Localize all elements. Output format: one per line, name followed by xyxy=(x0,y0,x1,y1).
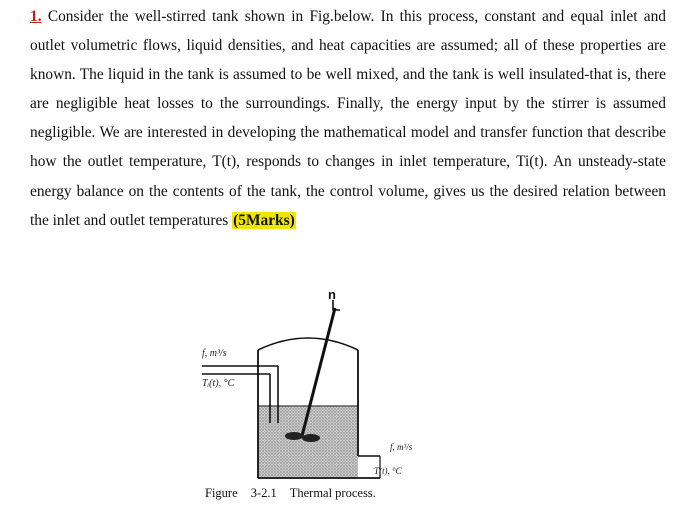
outlet-flow-label: f, m³/s xyxy=(390,442,413,452)
thermal-process-figure xyxy=(190,288,430,514)
question-body: Consider the well-stirred tank shown in Fig.below. In this process, constant and equal inlet and outlet volumetric flows, liquid densities, and heat capacities are assumed; all of these properties are known. The liquid in the tank is assumed to be well mixed, and the tank is well insulated-that is, there are negligible heat losses to the surroundings. Finally, the energy input by the stirrer is assumed negligible. We are interested in developing the mathematical model and transfer function that describe how the outlet temperature, T(t), responds to changes in inlet temperature, Ti(t). An unsteady-state energy balance on the contents of the tank, the control volume, gives us the desired relation between the inlet and outlet temperatures xyxy=(30,8,666,229)
impeller-blade-left xyxy=(285,432,303,440)
caption-figure-word: Figure xyxy=(205,486,238,500)
impeller-blade-right xyxy=(302,434,320,442)
caption-figure-title: Thermal process. xyxy=(289,486,376,500)
figure-caption xyxy=(205,486,386,501)
marks-badge: (5Marks) xyxy=(233,211,295,229)
tank-diagram xyxy=(190,288,430,488)
tank-top xyxy=(258,338,358,350)
inlet-flow-label: f, m³/s xyxy=(202,348,227,359)
stirrer-speed-label: n xyxy=(328,288,336,302)
outlet-temp-label: T(t), °C xyxy=(374,466,402,476)
inlet-temp-label: Tᵢ(t), °C xyxy=(202,378,235,389)
caption-figure-number: 3-2.1 xyxy=(250,486,277,500)
question-number: 1. xyxy=(30,8,42,25)
question-text xyxy=(30,2,666,235)
